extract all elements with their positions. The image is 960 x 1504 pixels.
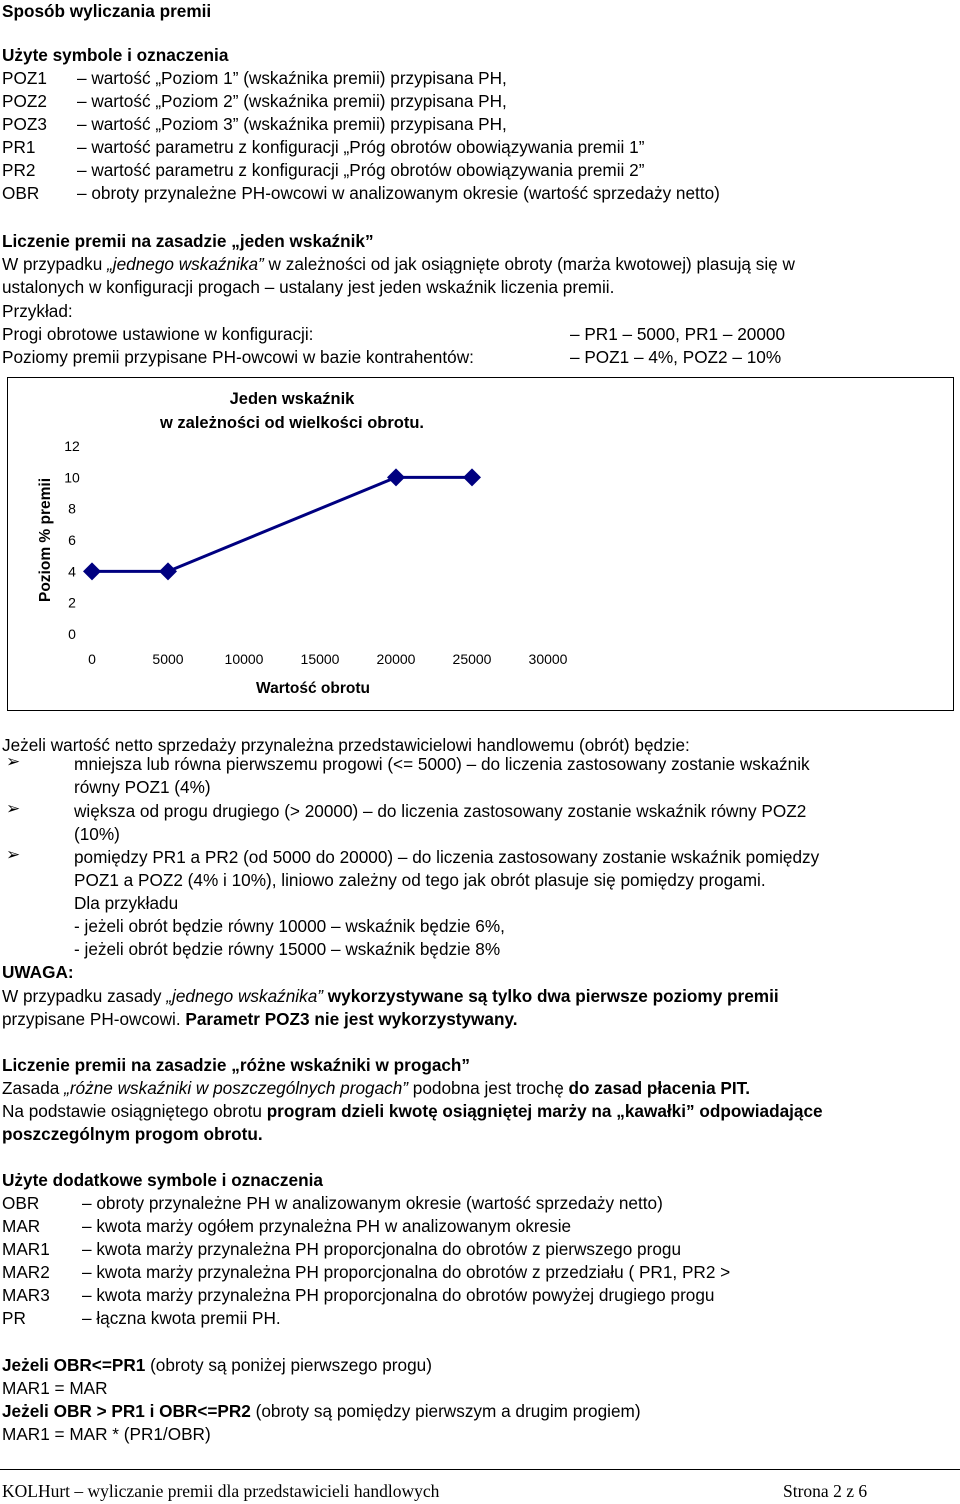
condition-line: Dla przykładu <box>74 893 179 913</box>
multi-index-line: Na podstawie osiągniętego obrotu program dzieli kwotę osiągniętej marży na „kawałki” odpowiadające <box>2 1101 823 1121</box>
condition-line: większa od progu drugiego (> 20000) – do liczenia zastosowany zostanie wskaźnik równy POZ2 <box>74 801 807 821</box>
arrow-bullet-icon: ➢ <box>6 752 21 771</box>
arrow-bullet-icon: ➢ <box>6 799 21 818</box>
condition-line: - jeżeli obrót będzie równy 10000 – wskaźnik będzie 6%, <box>74 916 505 936</box>
chart-title: Jeden wskaźnik <box>229 390 355 408</box>
symbol-code: POZ1 <box>2 68 47 88</box>
condition-line: - jeżeli obrót będzie równy 15000 – wskaźnik będzie 8% <box>74 939 501 959</box>
formula: MAR1 = MAR * (PR1/OBR) <box>2 1424 211 1444</box>
x-tick-label: 0 <box>88 651 96 667</box>
page-number: Strona 2 z 6 <box>783 1481 868 1501</box>
formula-condition: Jeżeli OBR > PR1 i OBR<=PR2 (obroty są pomiędzy pierwszym a drugim progiem) <box>2 1401 641 1421</box>
x-tick-label: 10000 <box>224 651 264 667</box>
condition-line: równy POZ1 (4%) <box>74 777 211 797</box>
symbols-heading: Użyte symbole i oznaczenia <box>2 45 229 65</box>
y-tick-label: 8 <box>68 500 76 517</box>
y-tick-label: 10 <box>64 469 80 486</box>
condition-line: POZ1 a POZ2 (4% i 10%), liniowo zależny od tego jak obrót plasuje się pomiędzy progami. <box>74 870 766 890</box>
extra-symbol-row: MAR – kwota marży ogółem przynależna PH w analizowanym okresie <box>2 1216 572 1236</box>
formula-condition: Jeżeli OBR<=PR1 (obroty są poniżej pierwszego progu) <box>2 1355 432 1375</box>
y-tick-label: 0 <box>68 626 76 642</box>
symbol-text: – obroty przynależne PH-owcowi w analizowanym okresie (wartość sprzedaży netto) <box>77 183 720 203</box>
condition-line: pomiędzy PR1 a PR2 (od 5000 do 20000) – do liczenia zastosowany zostanie wskaźnik pomiędzy <box>74 847 820 867</box>
thresholds-value: – PR1 – 5000, PR1 – 20000 <box>570 324 786 344</box>
x-tick-label: 25000 <box>452 651 492 667</box>
page-title: Sposób wyliczania premii <box>2 1 212 21</box>
symbol-code: OBR <box>2 183 40 203</box>
extra-symbol-row: MAR3 – kwota marży przynależna PH proporcjonalna do obrotów powyżej drugiego progu <box>2 1285 715 1305</box>
y-tick-label: 2 <box>68 594 76 611</box>
symbol-text: – wartość „Poziom 2” (wskaźnika premii) przypisana PH, <box>77 91 507 111</box>
y-tick-label: 12 <box>64 438 80 454</box>
x-tick-label: 15000 <box>300 651 340 667</box>
symbol-text: – wartość „Poziom 1” (wskaźnika premii) przypisana PH, <box>77 68 507 88</box>
one-index-heading: Liczenie premii na zasadzie „jeden wskaźnik” <box>2 231 374 251</box>
symbol-row <box>2 136 644 158</box>
extra-symbol-row: MAR1 – kwota marży przynależna PH proporcjonalna do obrotów z pierwszego progu <box>2 1239 682 1259</box>
extra-symbol-row: PR – łączna kwota premii PH. <box>2 1308 281 1328</box>
symbol-row <box>2 182 720 204</box>
x-axis-label: Wartość obrotu <box>256 680 370 697</box>
symbol-code: POZ3 <box>2 114 47 134</box>
formula: MAR1 = MAR <box>2 1378 108 1398</box>
footer-title: KOLHurt – wyliczanie premii dla przedstawicieli handlowych <box>2 1481 440 1501</box>
chart-subtitle: w zależności od wielkości obrotu. <box>159 414 425 432</box>
y-tick-label: 6 <box>68 532 76 548</box>
extra-symbol-row: MAR2 – kwota marży przynależna PH proporcjonalna do obrotów z przedziału ( PR1, PR2 > <box>2 1262 731 1282</box>
symbol-text: – wartość „Poziom 3” (wskaźnika premii) przypisana PH, <box>77 114 507 134</box>
one-index-paragraph-line: W przypadku „jednego wskaźnika” w zależności od jak osiągnięte obroty (marża kwotowej) plasują się w <box>2 254 795 274</box>
symbol-row <box>2 67 507 89</box>
x-tick-label: 30000 <box>528 651 568 667</box>
condition-line: (10%) <box>74 824 120 844</box>
thresholds-label: Progi obrotowe ustawione w konfiguracji: <box>2 324 314 344</box>
multi-index-heading: Liczenie premii na zasadzie „różne wskaźniki w progach” <box>2 1055 471 1075</box>
symbol-row <box>2 90 507 112</box>
multi-index-line: poszczególnym progom obrotu. <box>2 1124 263 1144</box>
symbol-text: – wartość parametru z konfiguracji „Próg obrotów obowiązywania premii 1” <box>77 137 645 157</box>
symbol-code: POZ2 <box>2 91 47 111</box>
extra-symbol-row: OBR – obroty przynależne PH w analizowanym okresie (wartość sprzedaży netto) <box>2 1193 663 1213</box>
one-index-paragraph-line: ustalonych w konfiguracji progach – ustalany jest jeden wskaźnik liczenia premii. <box>2 277 615 297</box>
extra-symbols-heading: Użyte dodatkowe symbole i oznaczenia <box>2 1170 323 1190</box>
symbol-code: PR2 <box>2 160 36 180</box>
symbol-row <box>2 159 644 181</box>
conditions-intro: Jeżeli wartość netto sprzedaży przynależna przedstawicielowi handlowemu (obrót) będzie: <box>2 735 690 755</box>
warning-line: przypisane PH-owcowi. Parametr POZ3 nie jest wykorzystywany. <box>2 1009 518 1029</box>
x-tick-label: 20000 <box>376 651 416 667</box>
arrow-bullet-icon: ➢ <box>6 845 21 864</box>
multi-index-line: Zasada „różne wskaźniki w poszczególnych progach” podobna jest trochę do zasad płacenia PIT. <box>2 1078 751 1098</box>
warning-line: W przypadku zasady „jednego wskaźnika” wykorzystywane są tylko dwa pierwsze poziomy premii <box>2 986 779 1006</box>
symbol-code: PR1 <box>2 137 36 157</box>
levels-value: – POZ1 – 4%, POZ2 – 10% <box>570 347 782 367</box>
example-label: Przykład: <box>2 301 73 321</box>
footer-rule <box>0 1469 960 1470</box>
condition-line: mniejsza lub równa pierwszemu progowi (<= 5000) – do liczenia zastosowany zostanie wskaźnik <box>74 754 810 774</box>
x-tick-label: 5000 <box>152 651 184 667</box>
chart-frame <box>7 377 954 711</box>
symbol-text: – wartość parametru z konfiguracji „Próg obrotów obowiązywania premii 2” <box>77 160 645 180</box>
warning-label: UWAGA: <box>2 962 74 982</box>
y-axis-label: Poziom % premii <box>37 477 54 603</box>
y-tick-label: 4 <box>68 563 76 580</box>
symbol-row <box>2 113 507 135</box>
levels-label: Poziomy premii przypisane PH-owcowi w bazie kontrahentów: <box>2 347 474 367</box>
